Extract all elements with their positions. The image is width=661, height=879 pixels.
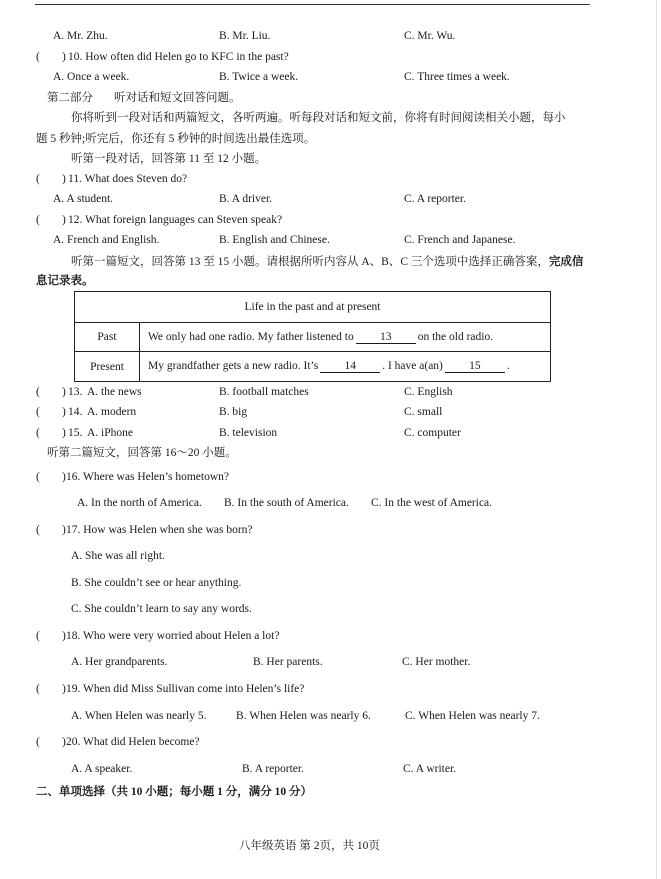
question-19-option-a: A. When Helen was nearly 5. xyxy=(71,710,207,722)
question-17-stem: 17. How was Helen when she was born? xyxy=(66,524,253,536)
passage1-intro-line-2: 息记录表。 xyxy=(36,275,94,287)
row-label-present: Present xyxy=(75,352,140,382)
question-19-stem: 19. When did Miss Sullivan come into Helen’s life? xyxy=(66,683,305,695)
answer-bracket-close: ) xyxy=(62,214,66,226)
question-10-option-c: C. Three times a week. xyxy=(404,71,510,83)
question-15-option-a: A. iPhone xyxy=(87,427,133,439)
question-14-option-c: C. small xyxy=(404,406,443,418)
question-11-stem: 11. What does Steven do? xyxy=(68,173,188,185)
row-label-past: Past xyxy=(75,323,140,352)
info-record-table xyxy=(74,291,551,382)
question-13-option-b: B. football matches xyxy=(219,386,309,398)
answer-bracket-close: ) xyxy=(62,736,66,748)
part2-instructions-line-1: 你将听到一段对话和两篇短文，各听两遍。听每段对话和短文前，你将有时间阅读相关小题，每小 xyxy=(71,112,566,124)
question-11-option-c: C. A reporter. xyxy=(404,193,466,205)
question-15-number: 15. xyxy=(68,427,83,439)
answer-bracket-open: ( xyxy=(36,427,40,439)
answer-bracket-open: ( xyxy=(36,214,40,226)
question-18-stem: 18. Who were very worried about Helen a lot? xyxy=(66,630,280,642)
blank-13: 13 xyxy=(356,331,416,344)
table-row-present xyxy=(75,352,551,382)
present-text-middle: . I have a(an) xyxy=(382,360,443,372)
question-14-option-a: A. modern xyxy=(87,406,137,418)
question-9-option-b: B. Mr. Liu. xyxy=(219,30,271,42)
answer-bracket-open: ( xyxy=(36,51,40,63)
question-9-option-c: C. Mr. Wu. xyxy=(404,30,456,42)
dialogue1-intro: 听第一段对话，回答第 11 至 12 小题。 xyxy=(71,153,267,165)
passage1-intro-line-1 xyxy=(71,255,583,269)
past-text-after: on the old radio. xyxy=(417,330,494,343)
answer-bracket-close: ) xyxy=(62,683,66,695)
question-15-option-b: B. television xyxy=(219,427,278,439)
question-10-option-b: B. Twice a week. xyxy=(219,71,299,83)
question-17-option-c: C. She couldn’t learn to say any words. xyxy=(71,603,252,615)
question-19-option-b: B. When Helen was nearly 6. xyxy=(236,710,371,722)
question-20-option-c: C. A writer. xyxy=(403,763,457,775)
answer-bracket-open: ( xyxy=(36,630,40,642)
table-row-past xyxy=(75,323,551,352)
question-10-option-a: A. Once a week. xyxy=(53,71,130,83)
blank-15: 15 xyxy=(445,360,505,373)
part2-instructions-line-2: 题 5 秒钟;听完后，你还有 5 秒钟的时间选出最佳选项。 xyxy=(36,133,316,145)
answer-bracket-open: ( xyxy=(36,406,40,418)
answer-bracket-open: ( xyxy=(36,524,40,536)
answer-bracket-open: ( xyxy=(36,386,40,398)
row-content-present xyxy=(140,352,551,382)
question-20-stem: 20. What did Helen become? xyxy=(66,736,200,748)
row-content-past xyxy=(140,323,551,352)
answer-bracket-close: ) xyxy=(62,51,66,63)
answer-bracket-open: ( xyxy=(36,736,40,748)
question-17-option-b: B. She couldn’t see or hear anything. xyxy=(71,577,242,589)
question-10-stem: 10. How often did Helen go to KFC in the past? xyxy=(68,51,289,63)
answer-bracket-close: ) xyxy=(62,630,66,642)
question-11-option-a: A. A student. xyxy=(53,193,114,205)
question-12-option-b: B. English and Chinese. xyxy=(219,234,330,246)
answer-bracket-close: ) xyxy=(62,524,66,536)
passage1-intro-text: 听第一篇短文，回答第 13 至 15 小题。请根据所听内容从 A、B、C 三个选项中选择正确答案， xyxy=(71,256,549,268)
top-rule xyxy=(35,4,590,5)
answer-bracket-close: ) xyxy=(62,386,66,398)
answer-bracket-close: ) xyxy=(62,427,66,439)
page-edge xyxy=(656,0,657,879)
question-12-option-a: A. French and English. xyxy=(53,234,160,246)
table-title: Life in the past and at present xyxy=(75,292,551,323)
part2-title: 听对话和短文回答问题。 xyxy=(114,92,241,104)
question-16-stem: 16. Where was Helen’s hometown? xyxy=(66,471,229,483)
answer-bracket-close: ) xyxy=(62,406,66,418)
question-14-option-b: B. big xyxy=(219,406,248,418)
question-12-stem: 12. What foreign languages can Steven speak? xyxy=(68,214,283,226)
past-text-before: We only had one radio. My father listened to xyxy=(148,330,354,343)
question-9-option-a: A. Mr. Zhu. xyxy=(53,30,108,42)
page-footer: 八年级英语 第 2页，共 10页 xyxy=(239,840,380,852)
part2-label: 第二部分 xyxy=(47,92,93,104)
question-20-option-b: B. A reporter. xyxy=(242,763,304,775)
question-18-option-c: C. Her mother. xyxy=(402,656,471,668)
answer-bracket-close: ) xyxy=(62,173,66,185)
question-13-option-a: A. the news xyxy=(87,386,142,398)
question-18-option-a: A. Her grandparents. xyxy=(71,656,168,668)
passage2-intro: 听第二篇短文，回答第 16～20 小题。 xyxy=(47,447,237,459)
question-13-option-c: C. English xyxy=(404,386,453,398)
question-18-option-b: B. Her parents. xyxy=(253,656,323,668)
answer-bracket-open: ( xyxy=(36,471,40,483)
question-16-option-a: A. In the north of America. xyxy=(77,497,202,509)
blank-14: 14 xyxy=(320,360,380,373)
question-19-option-c: C. When Helen was nearly 7. xyxy=(405,710,540,722)
question-16-option-b: B. In the south of America. xyxy=(224,497,349,509)
question-11-option-b: B. A driver. xyxy=(219,193,273,205)
section2-heading: 二、单项选择（共 10 小题；每小题 1 分，满分 10 分） xyxy=(36,786,312,798)
question-13-number: 13. xyxy=(68,386,83,398)
passage1-intro-bold: 完成信 xyxy=(548,256,584,268)
answer-bracket-close: ) xyxy=(62,471,66,483)
answer-bracket-open: ( xyxy=(36,173,40,185)
present-text-before: My grandfather gets a new radio. It’s xyxy=(148,360,319,372)
question-16-option-c: C. In the west of America. xyxy=(371,497,493,509)
question-20-option-a: A. A speaker. xyxy=(71,763,133,775)
present-text-after: . xyxy=(506,360,510,372)
question-15-option-c: C. computer xyxy=(404,427,461,439)
answer-bracket-open: ( xyxy=(36,683,40,695)
question-12-option-c: C. French and Japanese. xyxy=(404,234,516,246)
question-17-option-a: A. She was all right. xyxy=(71,550,165,562)
question-14-number: 14. xyxy=(68,406,83,418)
